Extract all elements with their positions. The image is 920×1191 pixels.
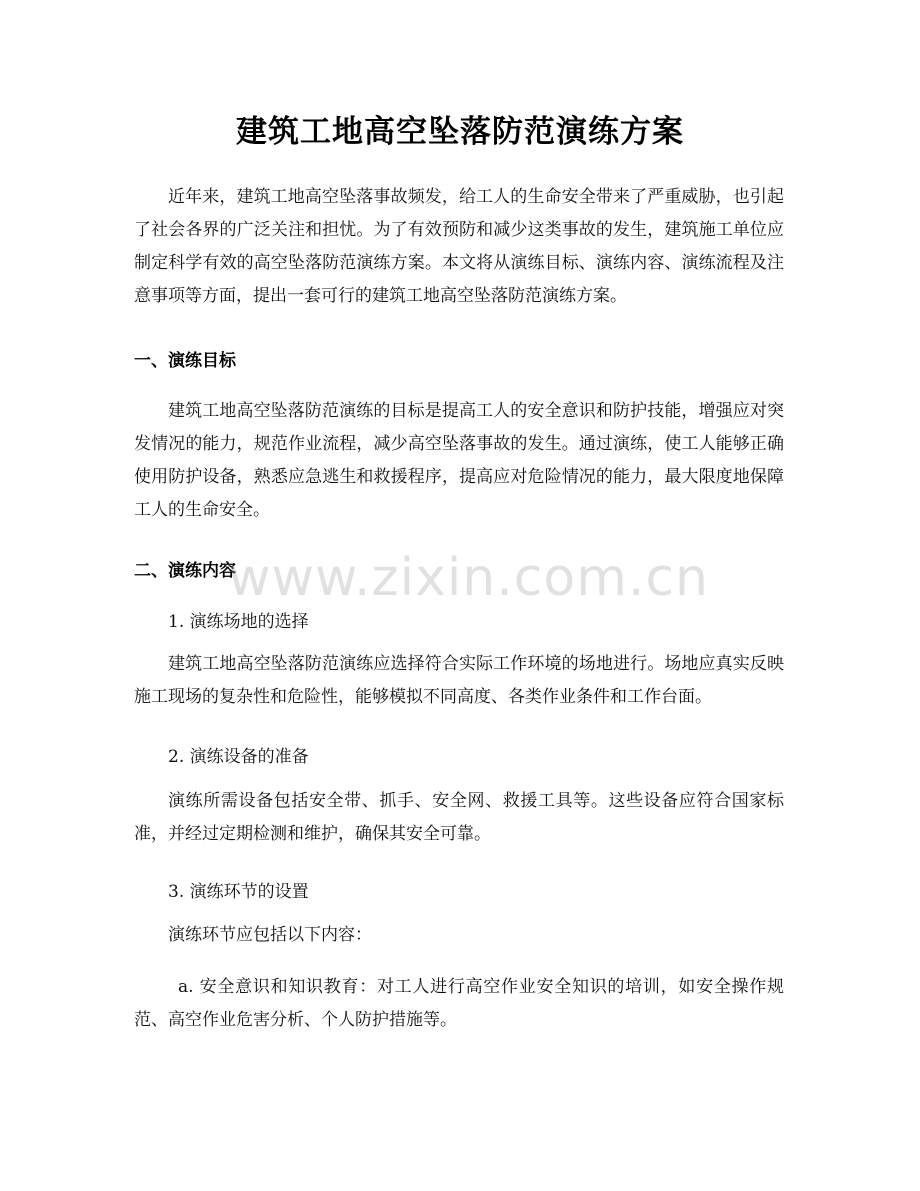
intro-paragraph: 近年来，建筑工地高空坠落事故频发，给工人的生命安全带来了严重威胁，也引起了社会各界的广泛关注和担忧。为了有效预防和减少这类事故的发生，建筑施工单位应制定科学有效的高空坠落防范演练方案。本文将从演练目标、演练内容、演练流程及注意事项等方面，提出一套可行的建筑工地高空坠落防范演练方案。 (134, 187, 784, 306)
subsection-title-stages: 3. 演练环节的设置 (168, 882, 309, 902)
goals-paragraph: 建筑工地高空坠落防范演练的目标是提高工人的安全意识和防护技能，增强应对突发情况的能力，规范作业流程，减少高空坠落事故的发生。通过演练，使工人能够正确使用防护设备，熟悉应急逃生和救援程序，提高应对危险情况的能力，最大限度地保障工人的生命安全。 (134, 401, 784, 520)
section-heading-goals: 一、演练目标 (134, 351, 236, 371)
subsection-title-equipment: 2. 演练设备的准备 (168, 747, 309, 767)
section-heading-content: 二、演练内容 (134, 561, 236, 581)
stage-item-a: a. 安全意识和知识教育：对工人进行高空作业安全知识的培训，如安全操作规范、高空作业危害分析、个人防护措施等。 (134, 977, 784, 1030)
stages-paragraph: 演练环节应包括以下内容： (168, 925, 372, 945)
document-title: 建筑工地高空坠落防范演练方案 (236, 114, 684, 150)
equipment-paragraph: 演练所需设备包括安全带、抓手、安全网、救援工具等。这些设备应符合国家标准，并经过定期检测和维护，确保其安全可靠。 (134, 791, 784, 844)
subsection-title-venue: 1. 演练场地的选择 (168, 612, 309, 632)
venue-paragraph: 建筑工地高空坠落防范演练应选择符合实际工作环境的场地进行。场地应真实反映施工现场的复杂性和危险性，能够模拟不同高度、各类作业条件和工作台面。 (134, 654, 784, 707)
watermark: www.zixin.com.cn (228, 548, 709, 608)
